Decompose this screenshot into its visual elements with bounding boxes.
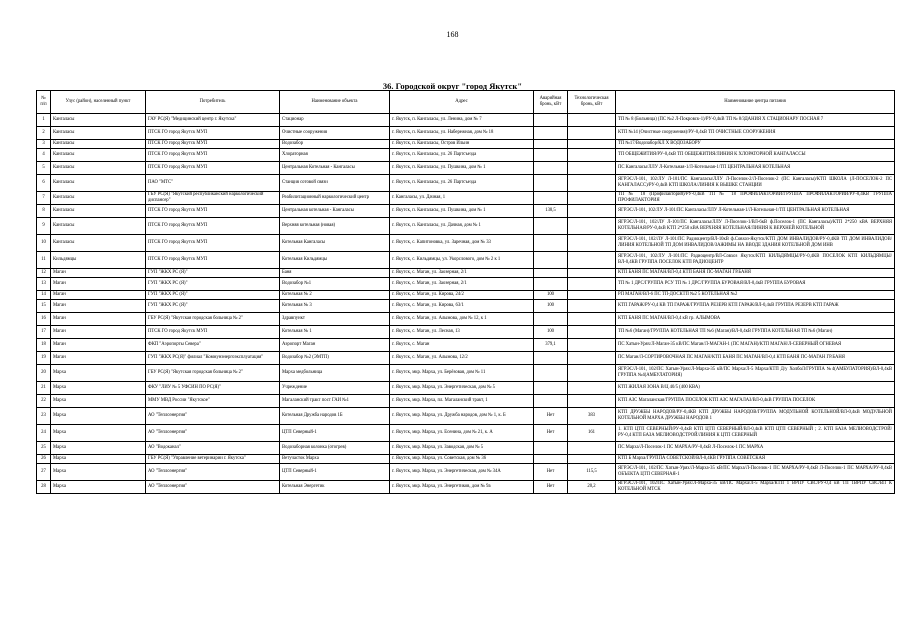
header-object: Наименование объекта	[280, 91, 390, 114]
table-row	[37, 291, 895, 300]
row-emergency-reserve	[534, 114, 568, 127]
row-number: 12	[37, 269, 51, 278]
row-power-center: КТП ЖИЛАЯ ЗОНА В/Ц 40/5 (400 КВА)	[616, 382, 895, 395]
table-row	[37, 339, 895, 352]
row-ulus: Марха	[51, 464, 146, 481]
table-row	[37, 218, 895, 235]
row-address: г. Якутск, п. Кангаласы, ул. Набережная, дом № 18	[390, 127, 534, 140]
row-emergency-reserve	[534, 382, 568, 395]
row-address: г. Якутск, мкр. Марха, ул. Энергетическая, дом № 5	[390, 382, 534, 395]
row-number: 22	[37, 395, 51, 408]
table-row	[37, 425, 895, 442]
row-object: Реабилитационный наркологический центр	[280, 192, 390, 205]
row-power-center: КТП №14 (Очистные сооружения)/РУ-0,4кВ ТП ОЧИСТНЫЕ СООРУЖЕНИЯ	[616, 127, 895, 140]
row-object: Марха медбольница	[280, 365, 390, 382]
row-ulus: Марха	[51, 455, 146, 464]
row-address: г. Якутск, с. Маган, ул. Алымова, 12/2	[390, 352, 534, 365]
row-consumer: ПТСК ГО город Якутск МУП	[146, 326, 280, 339]
header-tech-reserve: Технологическая бронь, кВт	[568, 91, 616, 114]
row-power-center: КТП АЗС Магаланская/ГРУППА ПОСЕЛОК КТП АЗС МАГАЛАЗ/ВЛ-0,4кВ ГРУППА ПОСЕЛОК	[616, 395, 895, 408]
row-consumer: ММУ МВД России "Якутское"	[146, 395, 280, 408]
row-object: Центральная котельная - Кангаласы	[280, 205, 390, 218]
row-object: Водозабор №1	[280, 278, 390, 291]
table-row	[37, 442, 895, 455]
row-tech-reserve	[568, 352, 616, 365]
row-tech-reserve	[568, 442, 616, 455]
row-address: г. Якутск, с. Маган, ул. Заозерная, 2/1	[390, 278, 534, 291]
row-power-center: 1. КТП ЦТП СЕВЕРНЫЙ/РУ-0,4кВ КТП ЦТП СЕВЕРНЫЙ/ВЛ-0,4кВ КТП ЦТП СЕВЕРНЫЙ ; 2. КТП БАЗА МЕЛИОВОДСТРОЙ/РУ-0,4 КТП БАЗА МЕЛИОВОДСТРОЙ/ЛИНИЯ К ЦТП СЕВЕРНЫЙ	[616, 425, 895, 442]
row-object: Аэропорт Маган	[280, 339, 390, 352]
row-address: г. Якутск, мкр. Марха, пл. Магаланский тракт, 1	[390, 395, 534, 408]
row-power-center: ПС Кангаласы/ЛЛУ Л-Котельная-1/Л-Котельная-1/ТП ЦЕНТРАЛЬНАЯ КОТЕЛЬНАЯ	[616, 162, 895, 175]
row-number: 3	[37, 140, 51, 149]
row-emergency-reserve: 100	[534, 291, 568, 300]
row-emergency-reserve	[534, 269, 568, 278]
row-number: 20	[37, 365, 51, 382]
table-row	[37, 252, 895, 269]
row-consumer: ПТСК ГО город Якутск МУП	[146, 252, 280, 269]
row-consumer: ФКУ "ЛИУ № 5 УФСИН ПО РС(Я)"	[146, 382, 280, 395]
row-consumer: ПТСК ГО город Якутск МУП	[146, 205, 280, 218]
row-ulus: Марха	[51, 442, 146, 455]
row-power-center: ТП № 18 (Профилакторий)/РУ-0,4кВ ТП № 18 ПРОФИЛАКТОРИЙ/ГРУППА ПРОФИЛАКТОРИЙ/РУ-0,4КВ ГРУППА ПРОФИЛАКТОРИЯ	[616, 192, 895, 205]
row-emergency-reserve: Нет	[534, 425, 568, 442]
row-power-center: ЯГРЭС/Л-101, 102/ЛУ Л-101/ПС Кангаласы/ЛЛУ Л-Поселок-1/ВЛ-6кВ ф.Поселок-1 (ПС Кангаласы)/КТП 2*250 кВА ВЕРХНЯЯ КОТЕЛЬНАЯ/РУ-0,4кВ КТП 2*250 кВА ВЕРХНЯЯ КОТЕЛЬНАЯ/ЛИНИЯ К ВЕРХНЕЙ КОТЕЛЬНОЙ	[616, 218, 895, 235]
row-consumer: ГУП "ЖКХ РС (Я)"	[146, 269, 280, 278]
row-tech-reserve	[568, 339, 616, 352]
row-power-center: ПС Хатын-Урях/Л-Маган-35 кВ/ПС Маган/Л-МАГАН-1 (ПС МАГАН)/КТП МАГАН/Л-СЕВЕРНЫЙ ОГНЕВАЯ	[616, 339, 895, 352]
row-address: г. Якутск, мкр. Марха, ул. Заводская, дом № 5	[390, 442, 534, 455]
table-row	[37, 300, 895, 313]
row-object: Котельная Энергетик	[280, 481, 390, 494]
row-ulus: Маган	[51, 269, 146, 278]
table-row	[37, 365, 895, 382]
row-object: Учреждение	[280, 382, 390, 395]
header-power-center: Наименование центра питания	[616, 91, 895, 114]
row-address: г. Якутск, с. Маган, ул. Лесная, 13	[390, 326, 534, 339]
header-ulus: Улус (район), населенный пункт	[51, 91, 146, 114]
row-ulus: Маган	[51, 339, 146, 352]
row-consumer: ГУП "ЖКХ РС (Я)"	[146, 300, 280, 313]
row-object: Очистные сооружения	[280, 127, 390, 140]
row-ulus: Кильдямцы	[51, 252, 146, 269]
row-consumer: ФКП "Аэропорты Севера"	[146, 339, 280, 352]
table-header-row	[37, 91, 895, 114]
row-number: 18	[37, 339, 51, 352]
row-emergency-reserve: Нет	[534, 408, 568, 425]
row-emergency-reserve	[534, 278, 568, 291]
row-tech-reserve	[568, 140, 616, 149]
row-consumer: ПТСК ГО город Якутск МУП	[146, 218, 280, 235]
header-consumer: Потребитель	[146, 91, 280, 114]
table-row	[37, 455, 895, 464]
row-consumer: АО "Теплоэнергия"	[146, 408, 280, 425]
row-power-center: ТП №17/Водозабор/КЛ Х ВОДОЗАБОРУ	[616, 140, 895, 149]
row-number: 17	[37, 326, 51, 339]
row-address: г. Якутск, мкр. Марха, ул. Энергетиков, дом № 9а	[390, 481, 534, 494]
row-object: Хлораторная	[280, 149, 390, 162]
row-emergency-reserve: 100	[534, 300, 568, 313]
row-ulus: Марха	[51, 408, 146, 425]
page-number: 168	[446, 30, 459, 39]
row-emergency-reserve: Нет	[534, 481, 568, 494]
row-ulus: Маган	[51, 300, 146, 313]
row-consumer: ГБУ РС(Я) "Якутская городская больница № 2"	[146, 313, 280, 326]
row-object: Котельная № 1	[280, 326, 390, 339]
row-ulus: Кангаласы	[51, 175, 146, 192]
table-row	[37, 235, 895, 252]
row-object: Станция сотовой связи	[280, 175, 390, 192]
table-row	[37, 205, 895, 218]
row-tech-reserve	[568, 278, 616, 291]
row-tech-reserve	[568, 192, 616, 205]
row-number: 16	[37, 313, 51, 326]
header-emergency-reserve: Аварийная бронь, кВт	[534, 91, 568, 114]
row-address: г. Якутск, п. Кангаласы, ул. Пушкина, дом № 1	[390, 162, 534, 175]
row-tech-reserve	[568, 205, 616, 218]
row-consumer: ПТСК ГО город Якутск МУП	[146, 149, 280, 162]
row-power-center: КТП БАНЯ ПС МАГАН/ВЛ-0,4 КТП БАНЯ ПС-МАГАН ГР.БАНЯ	[616, 269, 895, 278]
table-row	[37, 408, 895, 425]
row-consumer: ПТСК ГО город Якутск МУП	[146, 140, 280, 149]
row-consumer: ГУП "ЖКХ РС (Я)"	[146, 278, 280, 291]
row-consumer: АО "Теплоэнергия"	[146, 425, 280, 442]
table-row	[37, 269, 895, 278]
row-power-center: ЯГРЭС/Л-101, 102/ПС Хатын-Урях/Л-Марха-35 кВ/ПС Марха/Л-5 Марха/КТП Д/у ХолбоЛ/ГРУППА №4(АМБУЛАТОРИЯ)/ВЛ-0,4кВ ГРУППА №4(АМБУЛАТОРИЯ)	[616, 365, 895, 382]
row-ulus: Марха	[51, 481, 146, 494]
row-emergency-reserve	[534, 162, 568, 175]
table-row	[37, 382, 895, 395]
row-ulus: Кангаласы	[51, 192, 146, 205]
table-row	[37, 313, 895, 326]
row-object: Котельная Кангаласы	[280, 235, 390, 252]
row-tech-reserve	[568, 149, 616, 162]
row-object: Центральная Котельная - Кангаласы	[280, 162, 390, 175]
row-tech-reserve	[568, 252, 616, 269]
row-power-center: ЯГРЭС/Л-101, 102/ЛУ Л-101/ПС Радиоцентр/ВЛ-Совхоз Якутск/КТП КИЛЬДЯМЦЫ/РУ-0,4КВ ПОСЕЛОК КТП КИЛЬДЯМЦЫ/ВЛ-0,4КВ ГРУППА ПОСЕЛОК КТП РАДИОЦЕНТР	[616, 252, 895, 269]
row-ulus: Марха	[51, 425, 146, 442]
row-tech-reserve	[568, 326, 616, 339]
table-row	[37, 127, 895, 140]
row-number: 5	[37, 162, 51, 175]
row-power-center: КТП Б Марха/ГРУППА СОВЕТСКОЙ/ВЛ-0,4КВ ГРУППА СОВЕТСКАЯ	[616, 455, 895, 464]
row-tech-reserve	[568, 395, 616, 408]
row-address: г. Якутск, с. Кильдямцы, ул. Укорслового, дом № 2 к 1	[390, 252, 534, 269]
row-consumer: ГУП "ЖКХ РС (Я)"	[146, 291, 280, 300]
row-tech-reserve: 115,5	[568, 464, 616, 481]
table-row	[37, 278, 895, 291]
row-emergency-reserve	[534, 175, 568, 192]
row-object: Магаланский тракт пост ГАИ №1	[280, 395, 390, 408]
table-row	[37, 464, 895, 481]
table-row	[37, 140, 895, 149]
row-ulus: Кангаласы	[51, 149, 146, 162]
row-number: 11	[37, 252, 51, 269]
row-emergency-reserve	[534, 218, 568, 235]
row-power-center: ЯГРЭС/Л-101, 102/ЛУ Л-101/ПС Кангаласы/ЛЛУ Л-Поселок-2/Л-Поселок-2 (ПС Кангаласы)/КТП ШКОЛА (Л-ПОСЕЛОК-2 ПС КАНГАЛАСС)/РУ-0,4кВ КТП ШКОЛА/ЛИНИЯ К ВЫШКЕ СТАНЦИИ	[616, 175, 895, 192]
table-row	[37, 481, 895, 494]
table-row	[37, 175, 895, 192]
row-number: 4	[37, 149, 51, 162]
row-address: г. Якутск, мкр. Марха, ул. Берёзовая, дом № 11	[390, 365, 534, 382]
row-number: 28	[37, 481, 51, 494]
row-emergency-reserve: 100	[534, 326, 568, 339]
row-ulus: Маган	[51, 278, 146, 291]
row-power-center: ТП ОБЩЕЖИТИЯ/РУ-0,4кВ ТП ОБЩЕЖИТИЯ/ЛИНИЯ К ХЛОРАТОРНОЙ КАНГАЛАССЫ	[616, 149, 895, 162]
row-power-center: ТП №6 (Маган)/ГРУППА КОТЕЛЬНАЯ ТП №6 (Маган)/ВЛ-0,4кВ ГРУППА КОТЕЛЬНАЯ ТП №6 (Маган)	[616, 326, 895, 339]
row-ulus: Кангаласы	[51, 205, 146, 218]
row-power-center: ПС Марха/Л-Поселок-1 ПС МАРХА/РУ-0,4кВ Л-Поселок-1 ПС МАРХА	[616, 442, 895, 455]
row-ulus: Марха	[51, 395, 146, 408]
row-consumer: АО "Теплоэнергия"	[146, 464, 280, 481]
table-row	[37, 114, 895, 127]
table-row	[37, 352, 895, 365]
row-emergency-reserve	[534, 352, 568, 365]
row-tech-reserve	[568, 235, 616, 252]
row-address: г. Якутск, п. Кангаласы, ул. Ленина, дом № 7	[390, 114, 534, 127]
table-row	[37, 149, 895, 162]
row-object: Водозаборная колонка (отогрев)	[280, 442, 390, 455]
row-ulus: Маган	[51, 326, 146, 339]
row-number: 8	[37, 205, 51, 218]
row-address: г. Якутск, с. Маган, ул. Кирова, 63/1	[390, 300, 534, 313]
row-number: 7	[37, 192, 51, 205]
row-power-center: ТП № 8 (Больница) (ПС №2 Л-Покровск-1)/РУ-0,4кВ ТП № 8/ЗДАНИЯ Х СТАЦИОНАРУ ПОСНАЯ 7	[616, 114, 895, 127]
row-ulus: Маган	[51, 291, 146, 300]
row-number: 9	[37, 218, 51, 235]
row-object: Котельная Кильдямцы	[280, 252, 390, 269]
row-object: Стационар	[280, 114, 390, 127]
row-emergency-reserve	[534, 140, 568, 149]
row-tech-reserve: 161	[568, 425, 616, 442]
row-power-center: КТП ГАРАЖ/РУ-0,4 КВ ТП ГАРАЖ/ГРУППА РЕЗЕРВ КТП ГАРАЖ/ВЛ-0,4кВ ГРУППА РЕЗЕРВ КТП ГАРАЖ	[616, 300, 895, 313]
row-emergency-reserve: 379,1	[534, 339, 568, 352]
row-number: 26	[37, 455, 51, 464]
row-ulus: Кангаласы	[51, 114, 146, 127]
row-power-center: КТП БАНЯ ПС МАГАН/ВЛ-0,4 кВ гр. АЛЫМОВА	[616, 313, 895, 326]
row-ulus: Кангаласы	[51, 140, 146, 149]
row-emergency-reserve	[534, 192, 568, 205]
row-consumer: ПТСК ГО город Якутск МУП	[146, 162, 280, 175]
header-address: Адрес	[390, 91, 534, 114]
row-tech-reserve	[568, 300, 616, 313]
row-number: 15	[37, 300, 51, 313]
row-address: г. Якутск, п. Кангаласы, Остров Ильин	[390, 140, 534, 149]
row-power-center: РП МАГАН/ВЛ-6 ПС ТП-ДОСКТП №2 5 КОТЕЛЬНАЯ №2	[616, 291, 895, 300]
row-address: г. Якутск, с. Капитоновка, ул. Заречная, дом № 33	[390, 235, 534, 252]
row-number: 27	[37, 464, 51, 481]
row-power-center: ЯГРЭС/Л-101, 102/ПС Хатын-Урях/Л-Марха-35 кВ/ПС Марха/Л-5 Марха/КТП 1 ВРПУ СВС/РУ-0,4 кВ ТП 1ВРПУ СВС/ВЛ К КОТЕЛЬНОЙ МТСК	[616, 481, 895, 494]
row-address: г. Кангаласы, ул. Дачная, 1	[390, 192, 534, 205]
row-tech-reserve	[568, 114, 616, 127]
row-number: 10	[37, 235, 51, 252]
row-tech-reserve	[568, 175, 616, 192]
row-number: 19	[37, 352, 51, 365]
row-emergency-reserve	[534, 365, 568, 382]
row-power-center: ПС Маган/Л-СОРТИРОВОЧНАЯ ПС МАГАН/КТП БАНЯ ПС МАГАН/ВЛ-0,4 КТП БАНЯ ПС-МАГАН ГР.БАНЯ	[616, 352, 895, 365]
row-tech-reserve	[568, 365, 616, 382]
row-number: 24	[37, 425, 51, 442]
row-consumer: ГБУ РС(Я) "Управление ветеринарии г. Якутска"	[146, 455, 280, 464]
row-tech-reserve	[568, 313, 616, 326]
row-consumer: АО "Водоканал"	[146, 442, 280, 455]
row-object: Ветучасток Марха	[280, 455, 390, 464]
row-power-center: ЯГРЭС/Л-101, 102/ЛУ Л-101/ПС Радиоцентр/ВЛ-10кВ ф.Совхоз-Якутск/КТП ДОМ ИНВАЛИДОВ/РУ-0,4КВ ТП ДОМ ИНВАЛИДОВ/ЛИНИЯ КОТЕЛЬНОЙ ТП ДОМ ИНВАЛИДОВ/ЗАЖИМЫ НА ВВОДЕ ЗДАНИЯ КОТЕЛЬНОЙ ДОМ ИНВ	[616, 235, 895, 252]
row-number: 13	[37, 278, 51, 291]
row-address: г. Якутск, п. Кангаласы, ул. 26 Партсъезда	[390, 149, 534, 162]
row-address: г. Якутск, мкр. Марха, ул. Есенина, дом № 21, к. А	[390, 425, 534, 442]
row-power-center: ЯГРЭС/Л-101, 102/ЛУ Л-101/ПС Кангаласы/ЛЛУ Л-Котельная-1/Л-Котельная-1/ТП ЦЕНТРАЛЬНАЯ КОТЕЛЬНАЯ	[616, 205, 895, 218]
row-ulus: Маган	[51, 313, 146, 326]
table-row	[37, 192, 895, 205]
row-address: г. Якутск, с. Маган, ул. Заозерная, 2/1	[390, 269, 534, 278]
row-emergency-reserve	[534, 442, 568, 455]
row-object: Верхняя котельная (новая)	[280, 218, 390, 235]
row-object: Котельная № 3	[280, 300, 390, 313]
row-address: г. Якутск, с. Маган, ул. Кирова, 24/2	[390, 291, 534, 300]
row-number: 1	[37, 114, 51, 127]
row-emergency-reserve	[534, 395, 568, 408]
row-address: г. Якутск, п. Кангаласы, ул. 26 Партсъезда	[390, 175, 534, 192]
section-title: 36. Городской округ "город Якутск"	[382, 81, 523, 91]
row-ulus: Марха	[51, 365, 146, 382]
header-number: № п/п	[37, 91, 51, 114]
row-emergency-reserve	[534, 252, 568, 269]
row-tech-reserve: 383	[568, 408, 616, 425]
row-emergency-reserve	[534, 127, 568, 140]
row-emergency-reserve	[534, 235, 568, 252]
row-number: 6	[37, 175, 51, 192]
row-emergency-reserve: 138,5	[534, 205, 568, 218]
row-tech-reserve	[568, 382, 616, 395]
row-ulus: Кангаласы	[51, 127, 146, 140]
row-object: Баня	[280, 269, 390, 278]
row-consumer: ГБУ РС(Я) "Якутская городская больница № 2"	[146, 365, 280, 382]
row-object: Котельная Дружба народов 1Б	[280, 408, 390, 425]
row-number: 21	[37, 382, 51, 395]
row-address: г. Якутск, с. Маган	[390, 339, 534, 352]
row-object: Водозабор	[280, 140, 390, 149]
row-address: г. Якутск, п. Кангаласы, ул. Пушкина, дом № 1	[390, 205, 534, 218]
row-consumer: АО "Теплоэнергия"	[146, 481, 280, 494]
row-ulus: Марха	[51, 382, 146, 395]
reservation-table	[36, 90, 895, 494]
row-tech-reserve: 20,2	[568, 481, 616, 494]
row-consumer: ПАО "МТС"	[146, 175, 280, 192]
row-number: 23	[37, 408, 51, 425]
row-tech-reserve	[568, 218, 616, 235]
row-ulus: Маган	[51, 352, 146, 365]
row-consumer: ГУП "ЖКХ РС(Я)" филиал "Коммунэнергоэксплуатация"	[146, 352, 280, 365]
row-tech-reserve	[568, 291, 616, 300]
row-number: 2	[37, 127, 51, 140]
row-object: Водозабор №2 (ЭМТП)	[280, 352, 390, 365]
row-consumer: ГБУ РС(Я) "Якутский республиканский наркологический диспансер"	[146, 192, 280, 205]
row-consumer: ПТСК ГО город Якутск МУП	[146, 235, 280, 252]
table-row	[37, 326, 895, 339]
row-power-center: КТП ДРУЖБЫ НАРОДОВ/РУ-0,4КВ КТП ДРУЖБЫ НАРОДОВ/ГРУППА МОДУЛЬНОЙ КОТЕЛЬНОЙ/ВЛ-0,4кВ МОДУЛЬНОЙ КОТЕЛЬНОЙ МАРХА ДРУЖБЫ НАРОДОВ 1	[616, 408, 895, 425]
row-address: г. Якутск, мкр. Марха, ул. Советская, дом № 36	[390, 455, 534, 464]
row-emergency-reserve	[534, 455, 568, 464]
row-object: Котельная № 2	[280, 291, 390, 300]
row-object: Здравпункт	[280, 313, 390, 326]
row-ulus: Кангаласы	[51, 235, 146, 252]
row-number: 14	[37, 291, 51, 300]
row-tech-reserve	[568, 162, 616, 175]
table-row	[37, 395, 895, 408]
row-emergency-reserve: Нет	[534, 464, 568, 481]
row-ulus: Кангаласы	[51, 162, 146, 175]
row-consumer: ПТСК ГО город Якутск МУП	[146, 127, 280, 140]
row-object: ЦТП Северный-1	[280, 425, 390, 442]
row-address: г. Якутск, мкр. Марха, ул. Дружба народов, дом № 1, к. Б	[390, 408, 534, 425]
row-power-center: ЯГРЭС/Л-101, 102/ПС Хатын-Урях/Л-Марха-35 кВ/ПС Марха/Л-Поселок-1 ПС МАРХА/РУ-0,4кВ Л-Поселок-1 ПС МАРХА/РУ-0,4кВ ОБЪЕКТА ЦТП СЕВЕРНАЯ-1	[616, 464, 895, 481]
row-emergency-reserve	[534, 149, 568, 162]
row-address: г. Якутск, мкр. Марха, ул. Энергетическая, дом № 34А	[390, 464, 534, 481]
row-tech-reserve	[568, 269, 616, 278]
table-row	[37, 162, 895, 175]
row-address: г. Якутск, п. Кангаласы, ул. Дачная, дом № 1	[390, 218, 534, 235]
row-power-center: ТП № 1 ДРС/ГРУППА РСУ ТП № 1 ДРС/ГРУППА БУРОВАЯ/ВЛ-0,4кВ ГРУППА БУРОВАЯ	[616, 278, 895, 291]
row-ulus: Кангаласы	[51, 218, 146, 235]
row-tech-reserve	[568, 127, 616, 140]
row-number: 25	[37, 442, 51, 455]
row-address: г. Якутск, с. Маган, ул. Алымова, дом № 12, к 1	[390, 313, 534, 326]
row-emergency-reserve	[534, 313, 568, 326]
row-object: ЦТП Северный-1	[280, 464, 390, 481]
row-tech-reserve	[568, 455, 616, 464]
row-consumer: ГАУ РС(Я) "Медицинский центр г. Якутска"	[146, 114, 280, 127]
